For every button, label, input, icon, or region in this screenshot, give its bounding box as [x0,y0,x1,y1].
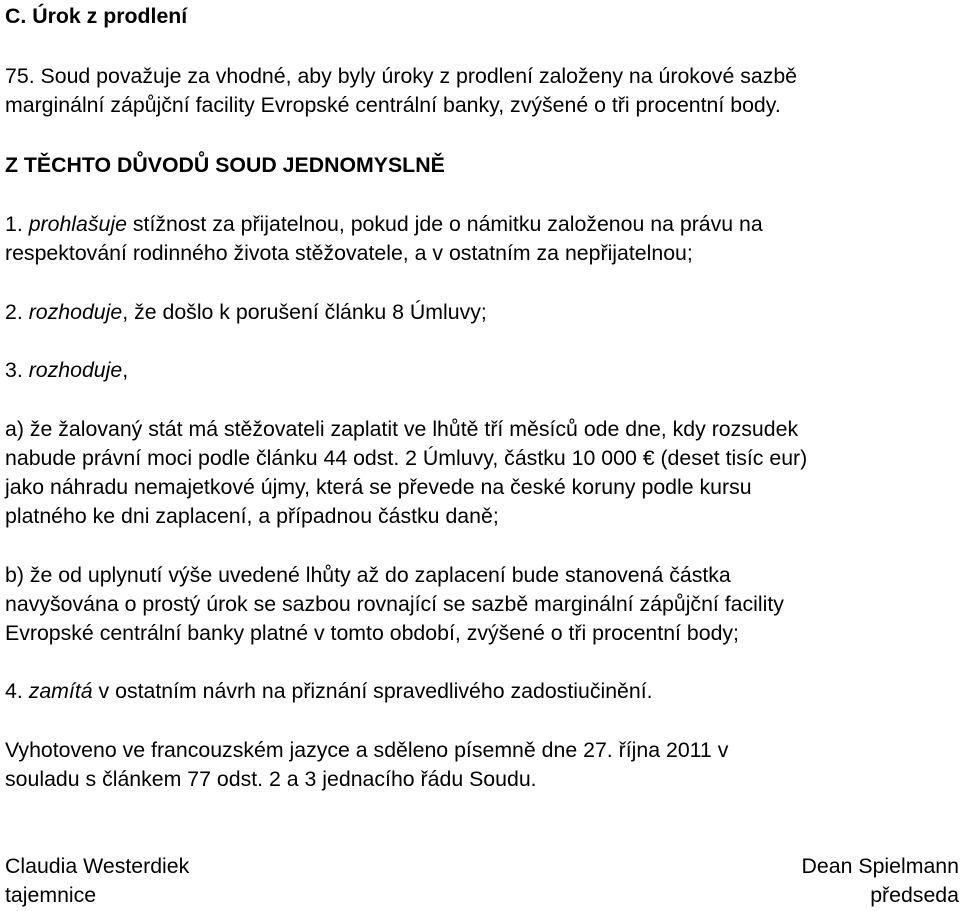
point-3-verb: rozhoduje [28,358,123,382]
closing-line-1: Vyhotoveno ve francouzském jazyce a sděleno písemně dne 27. října 2011 v [5,738,729,762]
paragraph-75-line-2: marginální zápůjční facility Evropské centrální banky, zvýšené o tři procentní body. [5,93,781,117]
point-1-number: 1. [5,212,23,236]
point-3a-line-4: platného ke dni zaplacení, a případnou částku daně; [5,504,499,528]
point-3a-line-1: a) že žalovaný stát má stěžovateli zaplatit ve lhůtě tří měsíců ode dne, kdy rozsudek [5,417,799,441]
section-title: C. Úrok z prodlení [5,4,188,28]
point-2-text: , že došlo k porušení článku 8 Úmluvy; [122,300,487,324]
point-2 [5,298,487,327]
point-1-verb: prohlašuje [28,212,127,236]
operative-heading: Z TĚCHTO DŮVODŮ SOUD JEDNOMYSLNĚ [5,153,445,177]
point-4-verb: zamítá [28,679,93,703]
president-name: Dean Spielmann [801,854,959,878]
point-4 [5,677,653,706]
paragraph-75-line-1: 75. Soud považuje za vhodné, aby byly úroky z prodlení založeny na úrokové sazbě [5,64,798,88]
registrar-name: Claudia Westerdiek [5,854,190,878]
point-4-number: 4. [5,679,23,703]
closing-line-2: souladu s článkem 77 odst. 2 a 3 jednacího řádu Soudu. [5,767,537,791]
point-4-text: v ostatním návrh na přiznání spravedlivého zadostiučinění. [98,679,653,703]
point-3 [5,356,128,385]
point-3b-line-3: Evropské centrální banky platné v tomto období, zvýšené o tři procentní body; [5,621,739,645]
point-3-number: 3. [5,358,23,382]
point-1-text: stížnost za přijatelnou, pokud jde o námitku založenou na právu na [132,212,763,236]
point-3b-line-2: navyšována o prostý úrok se sazbou rovnající se sazbě marginální zápůjční facility [5,592,784,616]
registrar-role: tajemnice [5,883,97,907]
point-2-verb: rozhoduje [28,300,123,324]
point-3a-line-3: jako náhradu nemajetkové újmy, která se převede na české koruny podle kursu [5,475,752,499]
president-role: předseda [870,883,959,907]
point-3-text: , [122,358,129,382]
point-3b-line-1: b) že od uplynutí výše uvedené lhůty až do zaplacení bude stanovená částka [5,563,731,587]
point-1-line-2: respektování rodinného života stěžovatele, a v ostatním za nepřijatelnou; [5,241,693,265]
point-3a-line-2: nabude právní moci podle článku 44 odst. 2 Úmluvy, částku 10 000 € (deset tisíc eur) [5,446,808,470]
point-2-number: 2. [5,300,23,324]
point-1-line-1 [5,210,763,239]
